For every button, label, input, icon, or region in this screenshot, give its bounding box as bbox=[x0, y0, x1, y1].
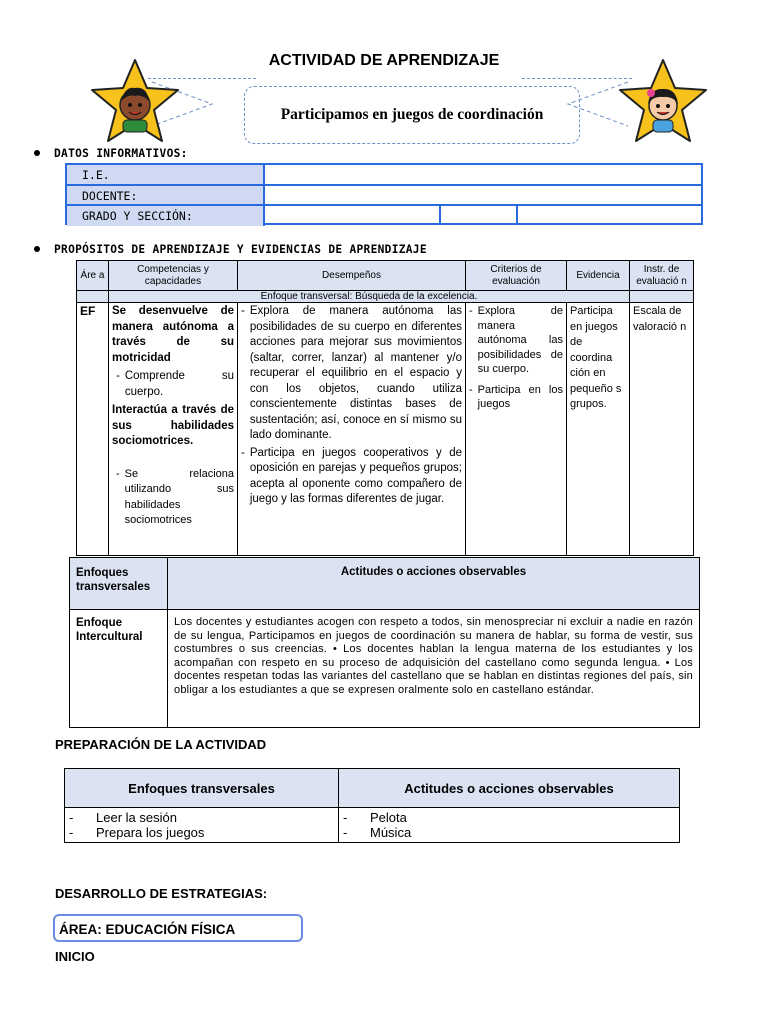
capacidad-1: Comprende su cuerpo. bbox=[124, 370, 234, 398]
datos-row-grado bbox=[67, 206, 701, 226]
enfoques-col1-header: Enfoques transversales bbox=[70, 558, 168, 610]
star-girl-icon bbox=[618, 58, 708, 144]
activity-subtitle: Participamos en juegos de coordinación bbox=[244, 86, 580, 144]
preparacion-col2-header: Actitudes o acciones observables bbox=[339, 769, 680, 808]
enfoque-intercultural-label: Enfoque Intercultural bbox=[70, 610, 168, 728]
col-desempenos: Desempeños bbox=[238, 261, 466, 291]
list-item: - Pelota bbox=[343, 810, 407, 825]
criterio-2: Participa en los juegos bbox=[477, 383, 563, 410]
preparacion-heading: PREPARACIÓN DE LA ACTIVIDAD bbox=[55, 737, 267, 752]
instrumento-cell: Escala de valoració n bbox=[630, 303, 694, 556]
enfoque-intercultural-text: Los docentes y estudiantes acogen con respeto a todos, sin menospreciar ni excluir a nadie en razón de su lengua, Participamos en juegos de coordinación su manera de hablar, su forma de vestir, sus costumbres o sus creencias. • Los docentes hablan la lengua materna de los estudiantes y los acompañan con respeto en su proceso de adquisición del castellano como segunda lengua. • Los docentes respetan todas las variantes del castellano que se hablan en distintas regiones del país, sin obligar a los estudiantes a que se expresen oralmente solo en castellano estándar. bbox=[168, 610, 700, 728]
evidencia-cell: Participa en juegos de coordina ción en pequeño s grupos. bbox=[567, 303, 630, 556]
section-datos-heading: DATOS INFORMATIVOS: bbox=[34, 147, 188, 160]
desarrollo-heading: DESARROLLO DE ESTRATEGIAS: bbox=[55, 886, 268, 901]
enfoques-table bbox=[69, 557, 700, 728]
datos-row-ie bbox=[67, 165, 701, 185]
datos-label-grado: GRADO Y SECCIÓN: bbox=[67, 206, 265, 226]
area-cell: EF bbox=[77, 303, 109, 556]
area-box: ÁREA: EDUCACIÓN FÍSICA bbox=[53, 914, 303, 942]
desempeno-1: Explora de manera autónoma las posibilidades de su cuerpo en diferentes acciones para mejorar sus movimientos (saltar, correr, lanzar) al mantener y/o recuperar el equilibrio en el espacio y con los objetos, cuando utiliza conscientemente distintas bases de sustentación; así, conoce en sí mismo su lado dominante. bbox=[249, 305, 462, 441]
col-instrumento: Instr. de evaluació n bbox=[630, 261, 694, 291]
criterios-cell: - Explora de manera autónoma las posibilidades de su cuerpo. - Participa en los juegos bbox=[466, 303, 567, 556]
criterio-1: Explora de manera autónoma las posibilidades de su cuerpo. bbox=[477, 305, 563, 375]
datos-row-docente bbox=[67, 186, 701, 206]
list-item: - Prepara los juegos bbox=[69, 825, 205, 840]
inicio-heading: INICIO bbox=[55, 949, 95, 964]
propositos-table bbox=[76, 260, 694, 556]
preparacion-col1-header: Enfoques transversales bbox=[65, 769, 339, 808]
col-competencias: Competencias y capacidades bbox=[109, 261, 238, 291]
capacidad-2: Se relaciona utilizando sus habilidades sociomotrices bbox=[124, 467, 234, 526]
col-area: Áre a bbox=[77, 261, 109, 291]
col-evidencia: Evidencia bbox=[567, 261, 630, 291]
datos-label-docente: DOCENTE: bbox=[67, 186, 265, 206]
competencias-cell: Se desenvuelve de manera autónoma a través de su motricidad - Comprende su cuerpo. Interactúa a través de sus habilidades sociomotrices. - Se relaciona utilizando sus habilidades sociomotrices bbox=[109, 303, 238, 556]
competencia-2: Interactúa a través de sus habilidades sociomotrices. bbox=[112, 404, 234, 447]
competencia-1: Se desenvuelve de manera autónoma a través de su motricidad bbox=[112, 305, 234, 364]
col-criterios: Criterios de evaluación bbox=[466, 261, 567, 291]
desempeno-2: Participa en juegos cooperativos y de oposición en parejas y pequeños grupos; acepta al oponente como compañero de juego y las formas diferentes de jugar. bbox=[249, 446, 462, 505]
list-item: - Leer la sesión bbox=[69, 810, 177, 825]
list-item: - Música bbox=[343, 825, 412, 840]
datos-table bbox=[65, 163, 703, 225]
preparacion-left-list bbox=[65, 808, 339, 843]
datos-label-ie: I.E. bbox=[67, 165, 265, 185]
desempenos-cell: - Explora de manera autónoma las posibilidades de su cuerpo en diferentes acciones para mejorar sus movimientos (saltar, correr, lanzar) al mantener y/o recuperar el equilibrio en el espacio y con los objetos, cuando utiliza conscientemente distintas bases de sustentación; así, conoce en sí mismo su lado dominante. - Participa en juegos cooperativos y de oposición en parejas y pequeños grupos; acepta al oponente como compañero de juego y las formas diferentes de jugar. bbox=[238, 303, 466, 556]
page-title: ACTIVIDAD DE APRENDIZAJE bbox=[268, 52, 500, 69]
preparacion-table bbox=[64, 768, 680, 843]
preparacion-right-list bbox=[339, 808, 680, 843]
star-boy-icon bbox=[90, 58, 180, 144]
section-propositos-heading: PROPÓSITOS DE APRENDIZAJE Y EVIDENCIAS DE APRENDIZAJE bbox=[34, 243, 427, 256]
enfoques-col2-header: Actitudes o acciones observables bbox=[168, 558, 700, 610]
enfoque-band: Enfoque transversal: Búsqueda de la excelencia. bbox=[109, 291, 630, 303]
